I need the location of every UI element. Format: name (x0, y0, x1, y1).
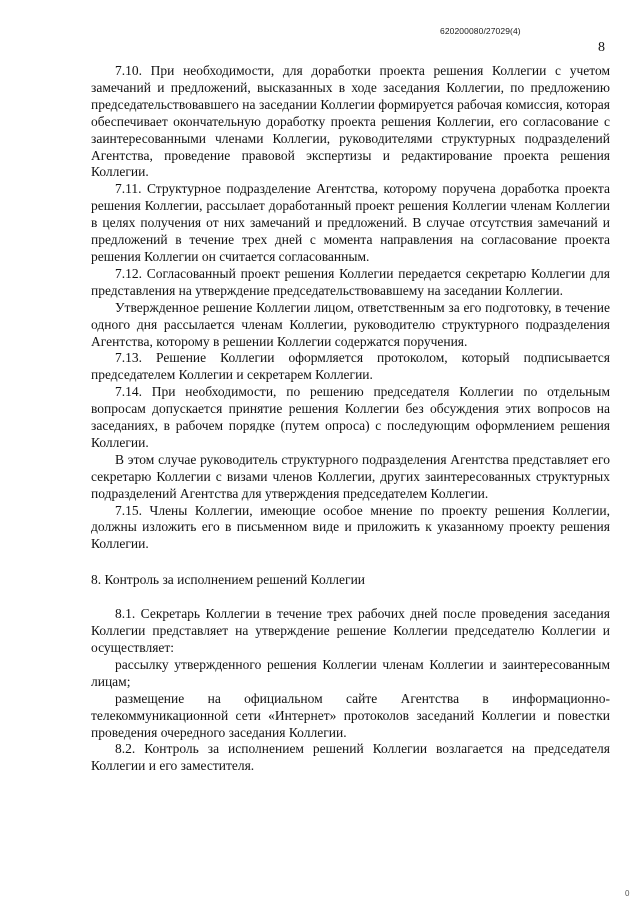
page-number: 8 (598, 40, 605, 55)
paragraph-7-12-continued: Утвержденное решение Коллегии лицом, ответственным за его подготовку, в течение одного дня рассылается членам Коллегии, руководителю структурного подразделения Агентства, которому в решении Коллегии содержатся поручения. (91, 299, 610, 349)
paragraph-7-14-continued: В этом случае руководитель структурного подразделения Агентства представляет его секретарю Коллегии с визами членов Коллегии, других заинтересованных структурных подразделений Агентства для утверждения председателем Коллегии. (91, 451, 610, 501)
corner-mark: 0 (625, 889, 630, 898)
paragraph-7-14: 7.14. При необходимости, по решению председателя Коллегии по отдельным вопросам допускается принятие решения Коллегии без обсуждения этих вопросов на заседаниях, в рабочем порядке (путем опроса) с последующим оформлением решения Коллегии. (91, 384, 610, 450)
paragraph-8-1-item-publication: размещение на официальном сайте Агентства в информационно-телекоммуникационной сети «Интернет» протоколов заседаний Коллегии и повестки проведения очередного заседания Коллегии. (91, 690, 610, 740)
paragraph-8-2: 8.2. Контроль за исполнением решений Коллегии возлагается на председателя Коллегии и его заместителя. (91, 741, 610, 774)
paragraph-7-11: 7.11. Структурное подразделение Агентства, которому поручена доработка проекта решения Коллегии, рассылает доработанный проект решения Коллегии членам Коллегии в целях получения от них замечаний и предложений. В случае отсутствия замечаний и предложений в течение трех дней с момента направления на согласование проекта решения Коллегии он считается согласованным. (91, 181, 610, 264)
paragraph-8-1-item-distribution: рассылку утвержденного решения Коллегии членам Коллегии и заинтересованным лицам; (91, 656, 610, 689)
paragraph-7-12: 7.12. Согласованный проект решения Коллегии передается секретарю Коллегии для представления на утверждение председательствовавшему на заседании Коллегии. (91, 265, 610, 298)
document-id: 620200080/27029(4) (440, 26, 521, 36)
paragraph-7-13: 7.13. Решение Коллегии оформляется протоколом, который подписывается председателем Коллегии и секретарем Коллегии. (91, 350, 610, 383)
paragraph-7-10: 7.10. При необходимости, для доработки проекта решения Коллегии с учетом замечаний и предложений, высказанных в ходе заседания Коллегии, по предложению председательствовавшего на заседании Коллегии формируется рабочая комиссия, которая обеспечивает окончательную доработку проекта решения Коллегии, его согласование с заинтересованными членами Коллегии, руководителями структурных подразделений Агентства, проведение правовой экспертизы и редактирование проекта решения Коллегии. (91, 63, 610, 180)
section-heading: 8. Контроль за исполнением решений Коллегии (91, 572, 366, 588)
paragraph-7-15: 7.15. Члены Коллегии, имеющие особое мнение по проекту решения Коллегии, должны изложить его в письменном виде и приложить к указанному проекту решения Коллегии. (91, 502, 610, 552)
paragraph-8-1: 8.1. Секретарь Коллегии в течение трех рабочих дней после проведения заседания Коллегии представляет на утверждение решение Коллегии председателю Коллегии и осуществляет: (91, 606, 610, 655)
document-body (91, 63, 610, 775)
